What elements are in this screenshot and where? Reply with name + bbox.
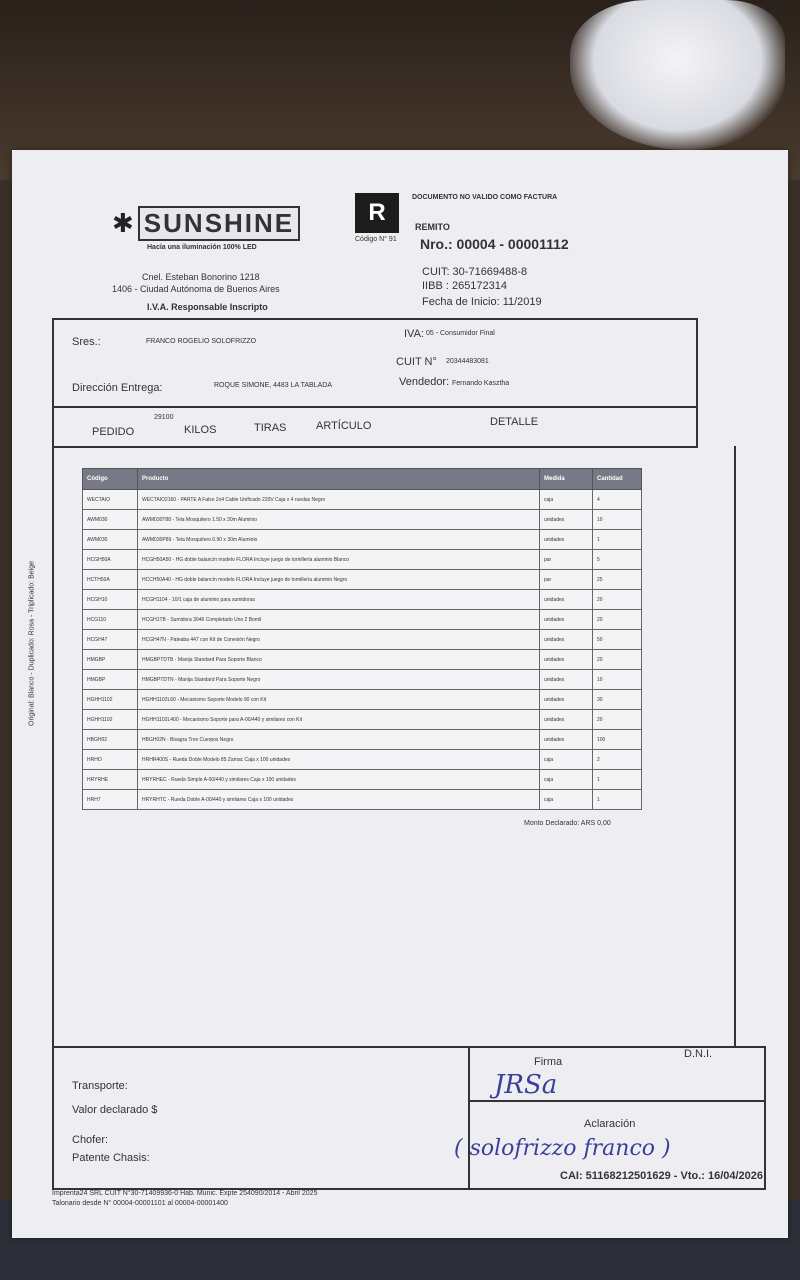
patente-label: Patente Chasis: — [72, 1152, 150, 1164]
cell-codigo: HMGBP — [83, 670, 138, 690]
cell-cantidad: 1 — [593, 530, 642, 550]
cell-medida: unidades — [540, 730, 593, 750]
cell-medida: unidades — [540, 670, 593, 690]
table-row — [83, 570, 642, 590]
company-address-1: Cnel. Esteban Bonorino 1218 — [142, 272, 260, 282]
cai-text: CAI: 51168212501629 - Vto.: 16/04/2026 — [560, 1170, 764, 1182]
cell-cantidad: 5 — [593, 550, 642, 570]
cell-codigo: HCGH50A — [83, 550, 138, 570]
table-row — [83, 750, 642, 770]
table-row — [83, 770, 642, 790]
cell-codigo: HRH7 — [83, 790, 138, 810]
cell-producto: HCGH50A50 - HG doble balancín modelo FLORA Incluye juego de tornillería aluminio Blanco — [138, 550, 540, 570]
signature: JRSa — [494, 1070, 558, 1100]
company-name: SUNSHINE — [138, 206, 300, 241]
cuit-label: CUIT N° — [396, 356, 437, 368]
footer-box — [52, 1046, 766, 1190]
th-medida: Medida — [540, 469, 593, 490]
cell-cantidad: 10 — [593, 510, 642, 530]
doc-start-date: Fecha de Inicio: 11/2019 — [422, 296, 542, 308]
cell-producto: HRYRHEC - Rueda Simple A-00/440 y similares Caja x 100 unidades — [138, 770, 540, 790]
cell-producto: HCGH1TB - Sumidora 3046 Completado Uno 2 Bomil — [138, 610, 540, 630]
cell-cantidad: 20 — [593, 650, 642, 670]
footer-divider — [468, 1048, 470, 1188]
cell-producto: WECTAIO2160 - PARTE A Falso 2x4 Cable Unificado 220V Caja x 4 ruedas Negro — [138, 490, 540, 510]
cell-cantidad: 50 — [593, 630, 642, 650]
table-row — [83, 730, 642, 750]
items-table — [82, 468, 642, 810]
col-detalle: DETALLE — [490, 416, 539, 428]
company-logo — [112, 206, 300, 241]
cell-medida: unidades — [540, 530, 593, 550]
table-row — [83, 590, 642, 610]
cuit-value: 20344483081 — [446, 358, 489, 365]
aclaracion-handwritten: ( solofrizzo franco ) — [454, 1136, 671, 1161]
cell-medida: caja — [540, 490, 593, 510]
doc-notice: DOCUMENTO NO VALIDO COMO FACTURA — [412, 194, 558, 201]
col-articulo: ARTÍCULO — [316, 420, 372, 432]
cell-cantidad: 30 — [593, 690, 642, 710]
sres-value: FRANCO ROGELIO SOLOFRIZZO — [146, 338, 257, 345]
body-left-border — [52, 446, 54, 1046]
cell-producto: AWM030T88 - Tela Mosquitero 1.50 x 30m Aluminio — [138, 510, 540, 530]
table-row — [83, 510, 642, 530]
monto-declarado: Monto Declarado: ARS 0,00 — [524, 820, 611, 827]
valor-label: Valor declarado $ — [72, 1104, 158, 1116]
seller-value: Fernando Kasztha — [452, 380, 510, 387]
cell-producto: HMGBPTDTB - Manija Standard Para Soporte Blanco — [138, 650, 540, 670]
cell-cantidad: 20 — [593, 610, 642, 630]
doc-cuit: CUIT: 30-71669488-8 — [422, 266, 528, 278]
table-row — [83, 670, 642, 690]
cell-codigo: AWM030 — [83, 510, 138, 530]
cell-cantidad: 20 — [593, 710, 642, 730]
cell-medida: caja — [540, 750, 593, 770]
table-row — [83, 690, 642, 710]
cell-medida: unidades — [540, 710, 593, 730]
cell-codigo: HCG110 — [83, 610, 138, 630]
doc-letter-box: R — [355, 193, 399, 233]
table-row — [83, 710, 642, 730]
client-box — [52, 318, 698, 408]
company-iva-status: I.V.A. Responsable Inscripto — [147, 302, 268, 312]
cell-cantidad: 1 — [593, 770, 642, 790]
cell-medida: unidades — [540, 590, 593, 610]
cell-medida: unidades — [540, 650, 593, 670]
body-right-border — [734, 446, 736, 1046]
table-row — [83, 630, 642, 650]
copy-color-note: Original: Blanco - Duplicado: Rosa - Triplicado: Beige — [28, 561, 36, 726]
cell-codigo: HMGBP — [83, 650, 138, 670]
doc-number: Nro.: 00004 - 00001112 — [420, 236, 569, 252]
cell-medida: caja — [540, 790, 593, 810]
cell-codigo: HGHH1102 — [83, 690, 138, 710]
cell-producto: HGHH1102L400 - Mecanismo Soporte para A-00/440 y similares con Kit — [138, 710, 540, 730]
table-row — [83, 530, 642, 550]
sres-label: Sres.: — [72, 336, 101, 348]
firma-label: Firma — [534, 1056, 563, 1068]
seller-label: Vendedor: — [399, 376, 450, 388]
table-header-row — [83, 469, 642, 490]
cell-codigo: HCTH50A — [83, 570, 138, 590]
cell-producto: HMGBPTDTN - Manija Standard Para Soporte Negro — [138, 670, 540, 690]
cell-cantidad: 25 — [593, 570, 642, 590]
cell-medida: unidades — [540, 510, 593, 530]
doc-code: Código N° 91 — [355, 236, 397, 243]
cell-producto: AWM030P89 - Tela Mosquitero 0.90 x 30m Aluminio — [138, 530, 540, 550]
table-row — [83, 650, 642, 670]
col-tiras: TIRAS — [254, 422, 287, 434]
sun-icon: ✱ — [112, 208, 134, 238]
column-header-strip — [52, 406, 698, 448]
cell-cantidad: 1 — [593, 790, 642, 810]
transporte-label: Transporte: — [72, 1080, 128, 1092]
aclaracion-label: Aclaración — [584, 1118, 636, 1130]
company-address-2: 1406 - Ciudad Autónoma de Buenos Aires — [112, 284, 280, 294]
cell-codigo: WECTAIO — [83, 490, 138, 510]
address-value: ROQUE SIMONE, 4483 LA TABLADA — [214, 382, 333, 389]
cell-medida: caja — [540, 770, 593, 790]
cell-medida: unidades — [540, 690, 593, 710]
table-row — [83, 550, 642, 570]
cell-cantidad: 100 — [593, 730, 642, 750]
cell-medida: par — [540, 570, 593, 590]
dni-label: D.N.I. — [684, 1048, 713, 1060]
remito-document — [12, 150, 788, 1238]
cell-codigo: HGHH1102 — [83, 710, 138, 730]
th-cantidad: Cantidad — [593, 469, 642, 490]
cell-cantidad: 2 — [593, 750, 642, 770]
cell-cantidad: 20 — [593, 590, 642, 610]
th-codigo: Código — [83, 469, 138, 490]
table-row — [83, 490, 642, 510]
firma-divider — [468, 1100, 764, 1102]
cell-codigo: HBGH02 — [83, 730, 138, 750]
company-slogan: Hacía una iluminación 100% LED — [147, 244, 257, 251]
table-row — [83, 790, 642, 810]
imprenta-line-1: Imprenta24 SRL CUIT N°30-71409936-0 Hab. Munic. Expte 254090/2014 - Abril 2025 — [52, 1190, 318, 1197]
cell-producto: HBGH02N - Bisagra Tres Cuerpos Negro — [138, 730, 540, 750]
cell-cantidad: 4 — [593, 490, 642, 510]
col-kilos: KILOS — [184, 424, 217, 436]
table-row — [83, 610, 642, 630]
imprenta-line-2: Talonario desde N° 00004-00001101 al 00004-00001400 — [52, 1200, 228, 1207]
address-label: Dirección Entrega: — [72, 382, 163, 394]
cell-codigo: HCGH47 — [83, 630, 138, 650]
doc-type: REMITO — [415, 222, 450, 232]
cell-codigo: AWM030 — [83, 530, 138, 550]
cell-codigo: HCGH10 — [83, 590, 138, 610]
cell-producto: HCGH1104 - 10/1 caja de aluminio para sumidoras — [138, 590, 540, 610]
th-producto: Producto — [138, 469, 540, 490]
doc-iibb: IIBB : 265172314 — [422, 280, 508, 292]
col-pedido: PEDIDO — [92, 426, 135, 438]
cell-producto: HGHH1102L60 - Mecanismo Soporte Modelo 90 con Kit — [138, 690, 540, 710]
cell-producto: HCCH50A40 - HG doble balancín modelo FLORA Incluye juego de tornillería aluminio Negro — [138, 570, 540, 590]
col-pedido-number: 29100 — [154, 414, 174, 421]
chofer-label: Chofer: — [72, 1134, 109, 1146]
cell-medida: unidades — [540, 610, 593, 630]
cell-codigo: HRHO — [83, 750, 138, 770]
cell-cantidad: 10 — [593, 670, 642, 690]
items-body — [83, 490, 642, 810]
cell-producto: HRYRHTC - Rueda Doble A-00/440 y similares Caja x 100 unidades — [138, 790, 540, 810]
cell-producto: HRHR400S - Rueda Doble Modelo 85 Zamac Caja x 100 unidades — [138, 750, 540, 770]
cell-medida: unidades — [540, 630, 593, 650]
cell-medida: par — [540, 550, 593, 570]
iva-label: IVA: — [404, 328, 424, 340]
iva-value: 05 - Consumidor Final — [426, 330, 495, 337]
cell-codigo: HRYRHE — [83, 770, 138, 790]
cell-producto: HCGH47N - Pateaba 447 con Kit de Conexión Negro — [138, 630, 540, 650]
